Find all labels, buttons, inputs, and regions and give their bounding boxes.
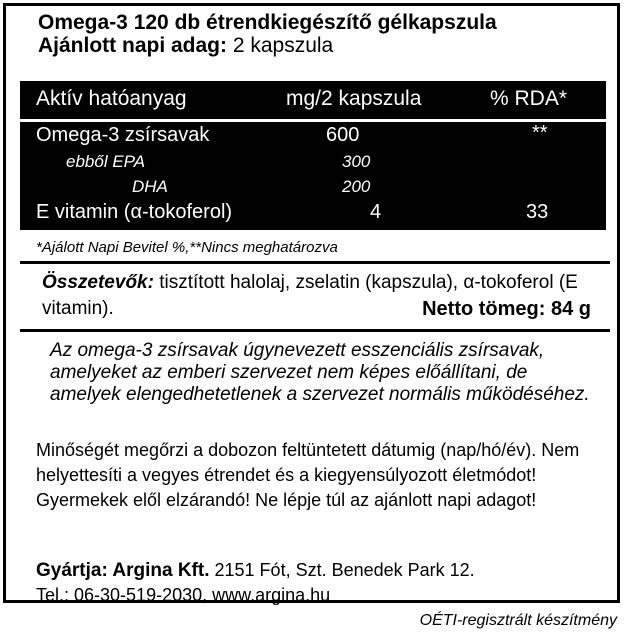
col-mg-per-dose: mg/2 kapszula xyxy=(286,87,422,110)
row-vitamin-e-mg: 4 xyxy=(370,201,382,223)
supplement-label xyxy=(3,3,620,603)
row-epa-name: ebből EPA xyxy=(66,152,146,171)
row-epa-mg: 300 xyxy=(342,152,371,171)
row-vitamin-e-rda: 33 xyxy=(526,201,549,223)
row-dha-mg: 200 xyxy=(342,177,371,196)
net-weight: Netto tömeg: 84 g xyxy=(422,298,591,320)
dose-value: 2 kapszula xyxy=(232,34,334,57)
manufacturer-address: 2151 Fót, Szt. Benedek Park 12. xyxy=(214,560,475,580)
row-omega3-mg: 600 xyxy=(326,124,360,146)
description: Az omega-3 zsírsavak úgynevezett esszenciális zsírsavak, amelyeket az emberi szervezet nem képes előállítani, de amelyek elengedhetetlenek a szervezet normális működéséhez. xyxy=(50,340,590,405)
recommended-dose xyxy=(38,34,333,58)
ingredients-text: tisztított halolaj, zselatin (kapszula), α-tokoferol (E vitamin). xyxy=(42,272,578,319)
registration-note: OÉTI-regisztrált készítmény xyxy=(419,612,617,629)
row-omega3-name: Omega-3 zsírsavak xyxy=(36,124,210,146)
contact: Tel.: 06-30-519-2030, www.argina.hu xyxy=(36,585,331,605)
table-footnote: *Ajálott Napi Bevitel %,**Nincs meghatározva xyxy=(36,239,338,256)
dose-label: Ajánlott napi adag: xyxy=(38,34,227,57)
col-active-ingredient: Aktív hatóanyag xyxy=(36,87,187,110)
manufacturer-label: Gyártja: Argina Kft. xyxy=(36,560,210,581)
manufacturer xyxy=(36,560,475,582)
col-rda: % RDA* xyxy=(490,87,568,110)
warnings: Minőségét megőrzi a dobozon feltüntetett dátumig (nap/hó/év). Nem helyettesíti a vegyes étrendet és a kiegyensúlyozott életmódot! Gyermekek elől elzárandó! Ne lépje túl az ajánlott napi adagot! xyxy=(36,440,580,510)
row-dha-name: DHA xyxy=(132,177,168,196)
row-omega3-rda: ** xyxy=(532,122,548,144)
ingredients-label: Összetevők: xyxy=(42,272,154,293)
divider xyxy=(20,329,610,332)
product-title: Omega-3 120 db étrendkiegészítő gélkapszula xyxy=(38,11,497,34)
row-vitamin-e-name: E vitamin (α-tokoferol) xyxy=(36,201,233,223)
divider xyxy=(20,261,610,264)
